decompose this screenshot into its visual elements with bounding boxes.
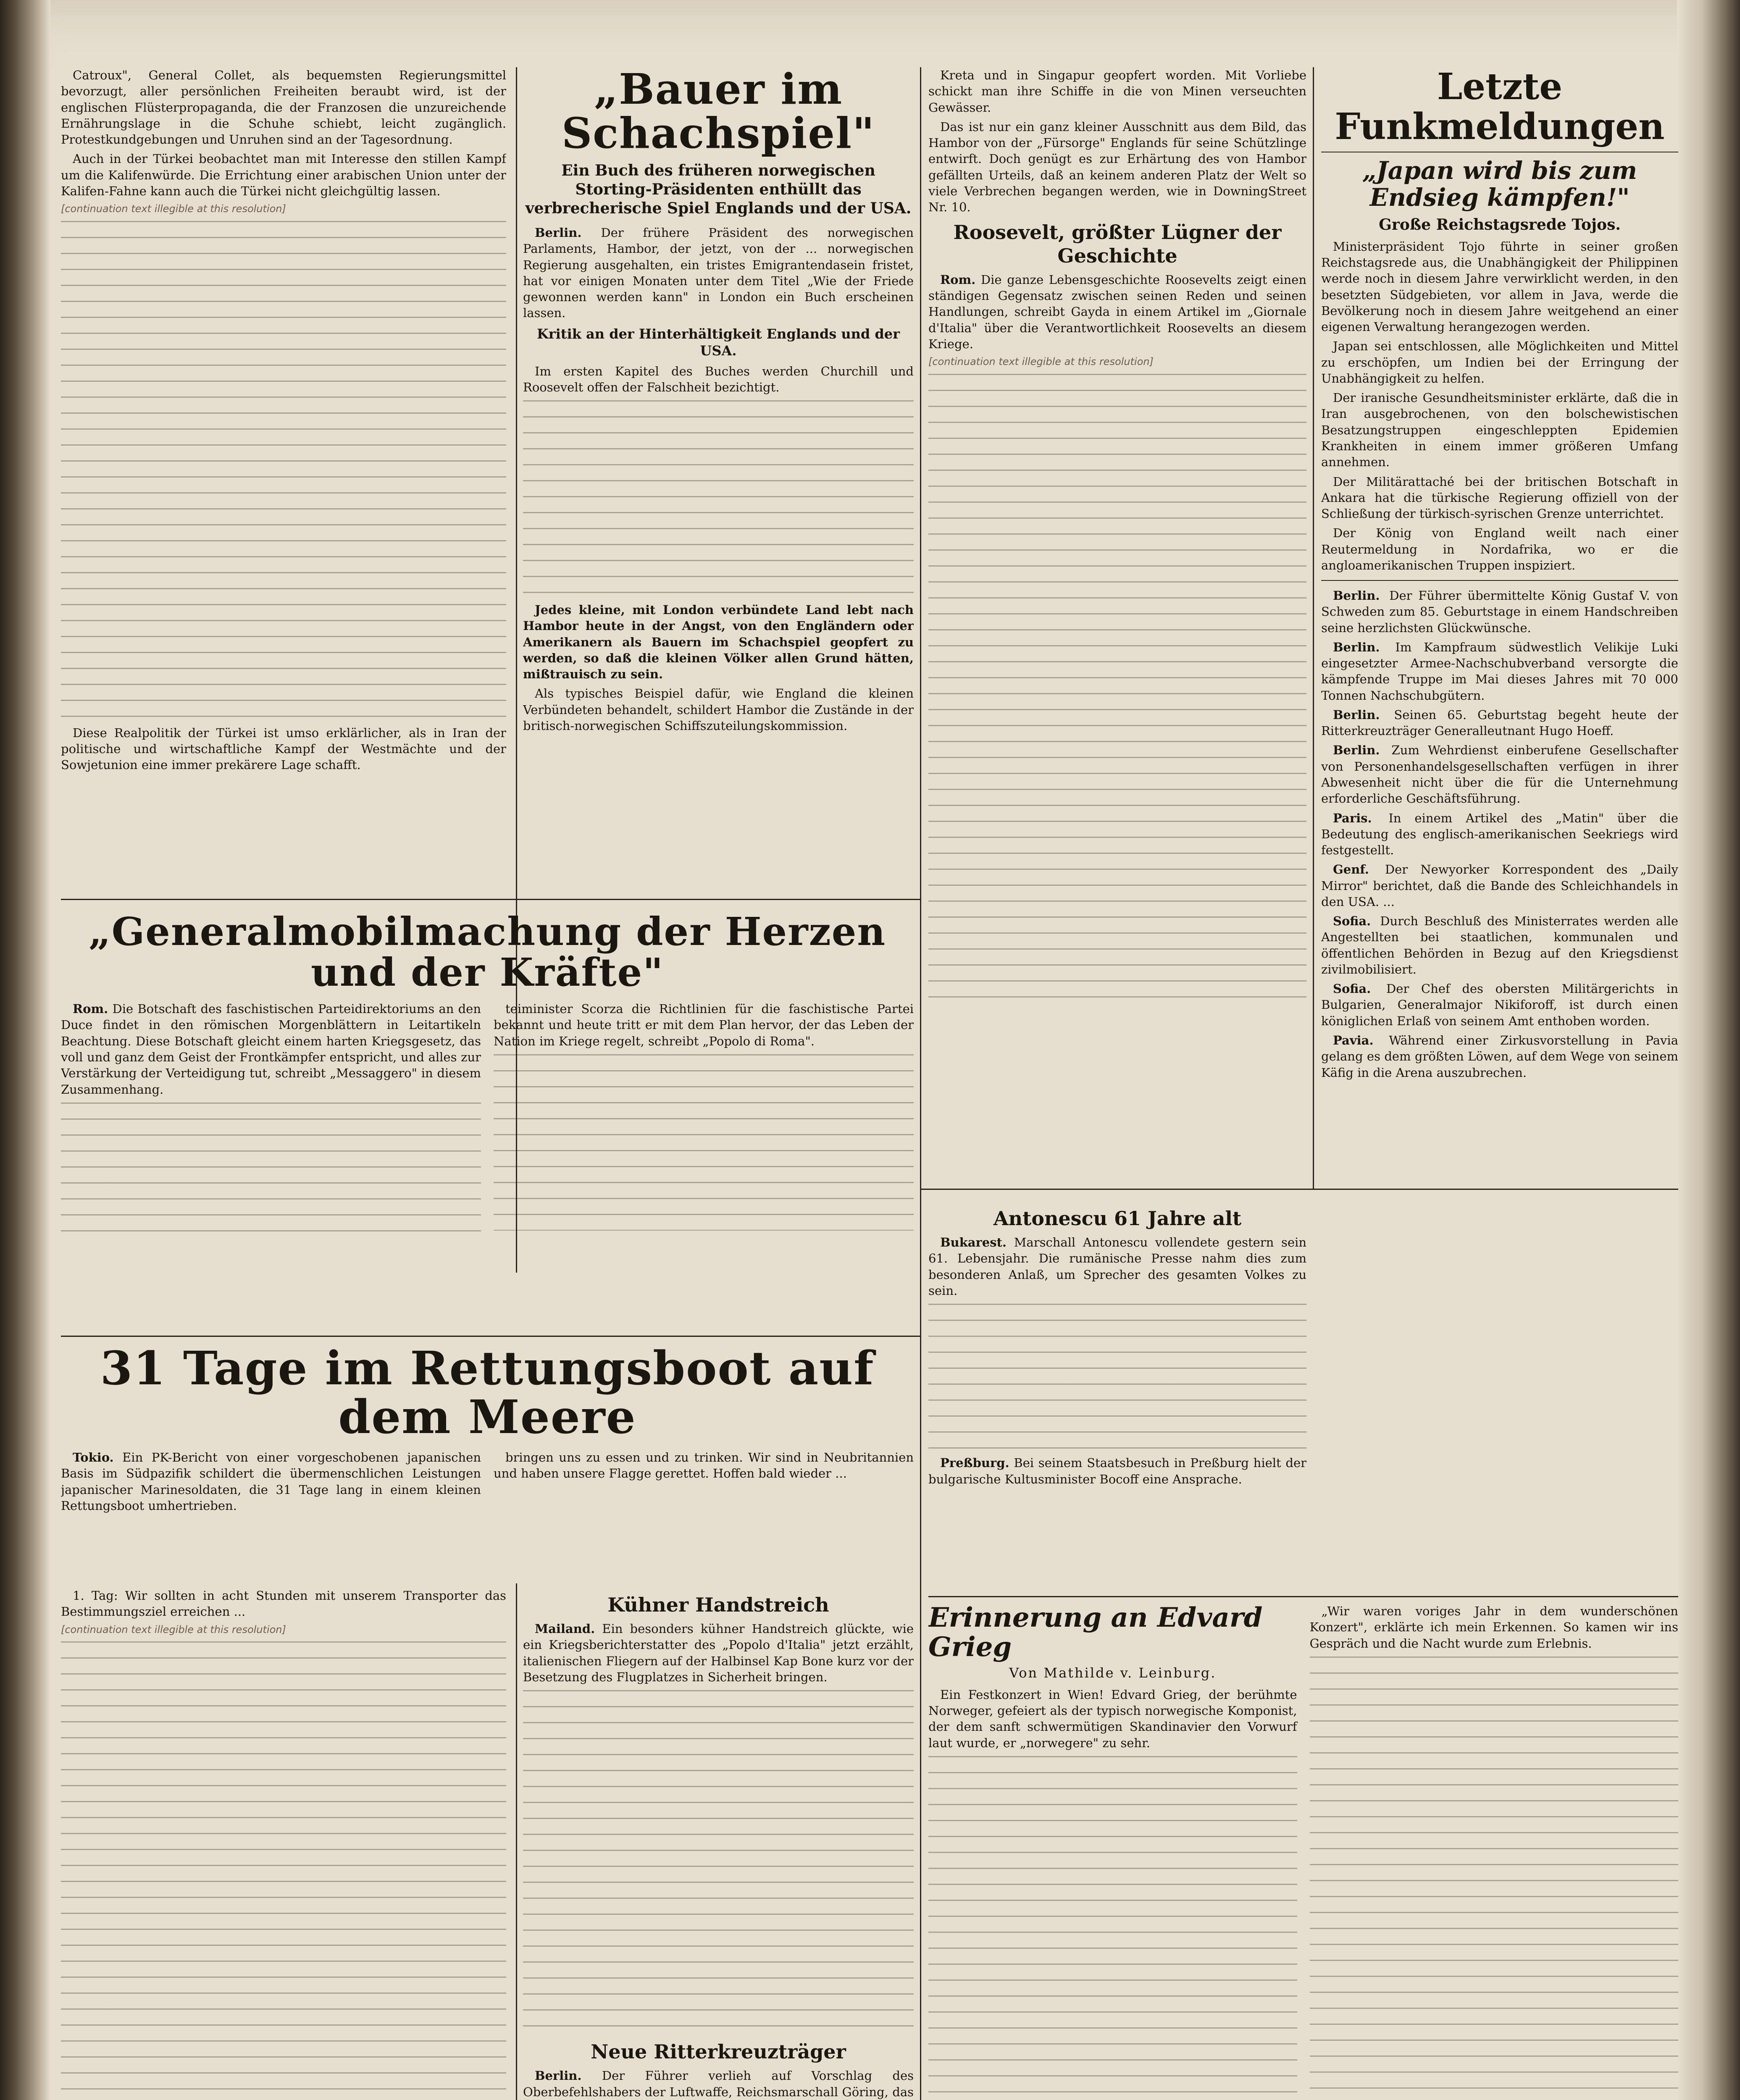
article-body-columns bbox=[928, 1603, 1678, 2100]
paragraph: „Wir waren voriges Jahr in dem wunderschönen Konzert", erklärte ich mein Erkennen. So kamen wir ins Gespräch und die Nacht wurde zum Erlebnis. bbox=[1309, 1604, 1678, 1651]
dateline: Rom. bbox=[940, 272, 976, 287]
article-body bbox=[523, 2068, 914, 2100]
article-body bbox=[523, 1621, 914, 2034]
column-rule bbox=[920, 67, 921, 2100]
article-headline-line1: „Generalmobilmachung der Herzen bbox=[88, 911, 886, 954]
column-rule bbox=[516, 1583, 517, 2100]
paragraph: Marschall Antonescu vollendete gestern sein 61. Lebensjahr. Die rumänische Presse nahm dies zum besonderen Anlaß, um Sprecher des gesamten Volkes zu sein. bbox=[928, 1235, 1306, 1298]
column-rule bbox=[1313, 67, 1314, 1189]
article-generalmobilmachung bbox=[61, 911, 914, 1331]
dateline: Berlin. bbox=[1333, 640, 1380, 654]
section-rule bbox=[61, 899, 920, 900]
article-subheadline: Große Reichstagsrede Tojos. bbox=[1379, 215, 1621, 234]
article-body bbox=[61, 67, 506, 773]
paragraph: Ein besonders kühner Handstreich glückte, wie ein Kriegsberichterstatter des „Popolo d'Italia" jetzt erzählt, italienischen Fliegern auf der Halbinsel Kap Bone kurz vor der Besetzung des Flugplatzes in Sicherheit bringen. bbox=[523, 1622, 914, 1684]
brief-text: Im Kampfraum südwestlich Velikije Luki eingesetzter Armee-Nachschubverband versorgte die kämpfende Truppe im Mai dieses Jahres mit 70 000 Tonnen Nachschubgütern. bbox=[1321, 640, 1678, 703]
brief-text: In einem Artikel des „Matin" über die Bedeutung des englisch-amerikanischen Seekriegs wird festgestellt. bbox=[1321, 811, 1678, 858]
news-brief bbox=[1321, 639, 1678, 704]
article-headline: Erinnerung an Edvard Grieg bbox=[928, 1602, 1263, 1663]
article-headline: Roosevelt, größter Lügner der Geschichte bbox=[953, 221, 1282, 267]
section-rule bbox=[61, 1336, 920, 1337]
dateline: Preßburg. bbox=[940, 1456, 1009, 1470]
dateline: Mailand. bbox=[535, 1622, 595, 1636]
dateline: Sofia. bbox=[1333, 982, 1371, 996]
dateline: Tokio. bbox=[73, 1450, 114, 1465]
article-body bbox=[928, 272, 1306, 1004]
article-rettungsboot-diary bbox=[61, 1588, 506, 2100]
news-brief bbox=[1321, 588, 1678, 636]
article-body-columns bbox=[61, 1449, 914, 1517]
article-body bbox=[1321, 239, 1678, 1081]
brief-text: Der Chef des obersten Militärgerichts in Bulgarien, Generalmajor Nikiforoff, ist durch einen königlichen Erlaß von seinem Amt enthoben worden. bbox=[1321, 982, 1678, 1028]
article-body-columns bbox=[61, 1001, 914, 1237]
illegible-text-block bbox=[523, 400, 914, 602]
paragraph: 1. Tag: Wir sollten in acht Stunden mit unserem Transporter das Bestimmungsziel erreichen ... bbox=[61, 1588, 506, 1619]
column-handstreich-ritterkreuz bbox=[523, 1588, 914, 2100]
column-title: Letzte Funkmeldungen bbox=[1335, 67, 1665, 148]
news-brief bbox=[1321, 861, 1678, 910]
dateline: Berlin. bbox=[1333, 707, 1380, 722]
article-body bbox=[1310, 1603, 1679, 2100]
paragraph: Bei seinem Staatsbesuch in Preßburg hielt der bulgarische Kultusminister Bocoff eine Ansprache. bbox=[928, 1456, 1306, 1486]
illegible-text-block bbox=[1310, 1656, 1679, 2100]
paragraph: teiminister Scorza die Richtlinien für die faschistische Partei bekannt und heute tritt er mit dem Plan hervor, der das Leben der Nation im Kriege regelt, schreibt „Popolo di Roma". bbox=[494, 1002, 914, 1048]
article-headline: Kühner Handstreich bbox=[607, 1593, 829, 1616]
paragraph: Der Führer verlieh auf Vorschlag des Oberbefehlshabers der Luftwaffe, Reichsmarschall Göring, das bbox=[523, 2068, 914, 2099]
paragraph: Japan sei entschlossen, alle Möglichkeiten und Mittel zu erschöpfen, um Indien bei der Erringung der Unabhängigkeit zu helfen. bbox=[1321, 339, 1678, 386]
dateline: Berlin. bbox=[1333, 743, 1380, 758]
article-subheadline: Ein Buch des früheren norwegischen Storting-Präsidenten enthüllt das verbrecherische Spiel Englands und der USA. bbox=[525, 162, 912, 217]
dateline: Paris. bbox=[1333, 811, 1372, 825]
dateline: Genf. bbox=[1333, 862, 1369, 877]
article-roosevelt bbox=[928, 67, 1306, 1184]
paragraph: Kreta und in Singapur geopfert worden. Mit Vorliebe schickt man ihre Schiffe in die von Minen verseuchten Gewässer. bbox=[928, 68, 1306, 115]
article-byline: Von Mathilde v. Leinburg. bbox=[1009, 1664, 1217, 1681]
article-body bbox=[928, 1687, 1297, 2100]
news-brief bbox=[1321, 913, 1678, 977]
paragraph: Ministerpräsident Tojo führte in seiner großen Reichstagsrede aus, die Unabhängigkeit der Philippinen werde noch in diesem Jahre verwirklicht werden, in den besetzten Südgebieten, vor allem in Java, werde die Bevölkerung noch in diesem Jahre weitgehend an einer eigenen Verwaltung herangezogen werden. bbox=[1321, 239, 1678, 334]
dateline: Berlin. bbox=[535, 226, 582, 240]
paragraph: Das ist nur ein ganz kleiner Ausschnitt aus dem Bild, das Hambor von der „Fürsorge" Englands für seine Schützlinge entwirft. Doch genügt es zur Erhärtung des von Hambor gefällten Urteils, daß an keinem anderen Platz der Welt so viele Verbrechen begangen werden, wie in DowningStreet Nr. 10. bbox=[928, 119, 1306, 215]
illegible-text-block bbox=[523, 1690, 914, 2034]
paragraph: Der iranische Gesundheitsminister erklärte, daß die in Iran ausgebrochenen, von den bolschewistischen Besatzungstruppen eingeschleppten Epidemien Krankheiten in einem immer größeren Umfang annehmen. bbox=[1321, 391, 1678, 470]
dateline: Berlin. bbox=[1333, 588, 1380, 603]
dateline: Berlin. bbox=[535, 2068, 582, 2083]
dateline: Pavia. bbox=[1333, 1033, 1374, 1047]
news-brief bbox=[1321, 742, 1678, 806]
brief-text: Zum Wehrdienst einberufene Gesellschafter von Personenhandelsgesellschaften verfügen in ihrer Abwesenheit nicht über die für die Unternehmung erforderliche Geschäftsführung. bbox=[1321, 743, 1678, 806]
illegible-text-block bbox=[61, 221, 506, 725]
placeholder-note: [continuation text illegible at this resolution] bbox=[61, 203, 286, 215]
article-headline: Neue Ritterkreuzträger bbox=[591, 2040, 846, 2063]
brief-text: Der Newyorker Korrespondent des „Daily Mirror" berichtet, daß die Bande des Schleichhandels in den USA. ... bbox=[1321, 862, 1678, 909]
paragraph: Jedes kleine, mit London verbündete Land lebt nach Hambor heute in der Angst, von den Engländern oder Amerikanern als Bauern im Schachspiel geopfert zu werden, so daß die kleinen Völker allen Grund hätten, mißtrauisch zu sein. bbox=[523, 603, 914, 682]
section-subhead: Kritik an der Hinterhältigkeit Englands und der USA. bbox=[536, 326, 900, 359]
article-rettungsboot bbox=[61, 1344, 914, 1579]
illegible-text-block bbox=[928, 374, 1306, 1004]
dateline: Rom. bbox=[73, 1002, 108, 1016]
article-body bbox=[61, 1588, 506, 2100]
illegible-text-block bbox=[61, 1102, 481, 1237]
brief-text: Durch Beschluß des Ministerrates werden alle Angestellten bei staatlichen, kommunalen und öffentlichen Behörden in Bezug auf den Kriegsdienst zivilmobilisiert. bbox=[1321, 914, 1678, 976]
article-body bbox=[523, 225, 914, 734]
article-body bbox=[928, 67, 1306, 215]
paragraph: Ein Festkonzert in Wien! Edvard Grieg, der berühmte Norweger, gefeiert als der typisch norwegische Komponist, der dem sanft schwermütigen Skandinavier den Vorwurf laut wurde, er „norwegere" zu sehr. bbox=[928, 1687, 1297, 1750]
brief-text: Während einer Zirkusvorstellung in Pavia gelang es dem größten Löwen, auf dem Wege von seinem Käfig in die Arena auszubrechen. bbox=[1321, 1033, 1678, 1080]
article-body bbox=[928, 1234, 1306, 1487]
article-body bbox=[494, 1001, 914, 1237]
illegible-text-block bbox=[928, 1304, 1306, 1455]
article-body bbox=[61, 1001, 481, 1237]
brief-text: Seinen 65. Geburtstag begeht heute der Ritterkreuzträger Generalleutnant Hugo Hoeff. bbox=[1321, 707, 1678, 738]
illegible-text-block bbox=[61, 1641, 506, 2100]
article-antonescu bbox=[928, 1201, 1306, 1588]
page-right-edge bbox=[1677, 0, 1740, 2100]
news-brief bbox=[1321, 1032, 1678, 1081]
paragraph: bringen uns zu essen und zu trinken. Wir sind in Neubritannien und haben unsere Flagge gerettet. Hoffen bald wieder ... bbox=[494, 1450, 914, 1481]
article-grieg bbox=[928, 1596, 1678, 2100]
news-briefs bbox=[1321, 588, 1678, 1081]
brief-text: Der Führer übermittelte König Gustaf V. von Schweden zum 85. Geburtstage in einem Handschreiben seine herzlichsten Glückwünsche. bbox=[1321, 588, 1678, 635]
section-rule bbox=[1321, 580, 1678, 581]
article-bauer bbox=[523, 67, 914, 895]
illegible-text-block bbox=[928, 1756, 1297, 2100]
section-rule bbox=[928, 1596, 1678, 1597]
article-col1-top bbox=[61, 67, 506, 895]
paragraph: Der frühere Präsident des norwegischen Parlaments, Hambor, der jetzt, von der ... norwegischen Regierung ausgehalten, ein tristes Emigrantendasein fristet, hat vor einigen Monaten unter dem Titel „Wie der Friede gewonnen werden kann" in London ein Buch erscheinen lassen. bbox=[523, 226, 914, 320]
news-brief bbox=[1321, 981, 1678, 1029]
paragraph: Der König von England weilt nach einer Reutermeldung in Nordafrika, wo er die angloamerikanischen Truppen inspiziert. bbox=[1321, 526, 1678, 572]
dateline: Bukarest. bbox=[940, 1235, 1007, 1250]
paragraph: Der Militärattaché bei der britischen Botschaft in Ankara hat die türkische Regierung offiziell von der Schließung der türkisch-syrischen Grenze unterrichtet. bbox=[1321, 474, 1678, 521]
article-left-col bbox=[928, 1603, 1297, 2100]
article-headline: „Japan wird bis zum Endsieg kämpfen!" bbox=[1362, 156, 1637, 212]
paragraph: Catroux", General Collet, als bequemsten Regierungsmittel bevorzugt, aller persönlichen Freiheiten beraubt wird, ist der englischen Flüsterpropaganda, die der Franzosen die unzureichende Ernährungslage in die Schuhe schiebt, leicht zugänglich. Protestkundgebungen und Unruhen sind an der Tagesordnung. bbox=[61, 68, 506, 147]
paragraph: Im ersten Kapitel des Buches werden Churchill und Roosevelt offen der Falschheit bezichtigt. bbox=[523, 364, 914, 394]
paragraph: Als typisches Beispiel dafür, wie England die kleinen Verbündeten behandelt, schildert Hambor die Zustände in der britisch-norwegischen Schiffszuteilungskommission. bbox=[523, 686, 914, 733]
paragraph: Die Botschaft des faschistischen Parteidirektoriums an den Duce findet in den römischen Morgenblättern in Leitartikeln Beachtung. Diese Botschaft gleicht einem harten Kriegsgesetz, das voll und ganz dem Geist der Frontkämpfer entspricht, und alles zur Verstärkung der Verteidigung tut, schreibt „Messaggero" in diesem Zusammenhang. bbox=[61, 1002, 481, 1097]
paragraph: Auch in der Türkei beobachtet man mit Interesse den stillen Kampf um die Kalifenwürde. Die Errichtung einer arabischen Union unter der Kalifen-Fahne kann auch die Türkei nicht gleichgültig lassen. bbox=[61, 152, 506, 198]
paragraph: Ein PK-Bericht von einer vorgeschobenen japanischen Basis im Südpazifik schildert die übermenschlichen Leistungen japanischer Marinesoldaten, die 31 Tage lang in einem kleinen Rettungsboot umhertrieben. bbox=[61, 1450, 481, 1513]
news-brief bbox=[1321, 707, 1678, 739]
article-headline-line2: und der Kräfte" bbox=[310, 949, 664, 995]
article-body bbox=[61, 1449, 481, 1517]
placeholder-note: [continuation text illegible at this resolution] bbox=[61, 1623, 286, 1635]
news-brief bbox=[1321, 810, 1678, 858]
article-right-col bbox=[1310, 1603, 1679, 2100]
article-body bbox=[494, 1449, 914, 1517]
placeholder-note: [continuation text illegible at this resolution] bbox=[928, 356, 1154, 368]
paragraph: Diese Realpolitik der Türkei ist umso erklärlicher, als in Iran der politische und wirtschaftliche Kampf der Westmächte und der Sowjetunion eine immer prekärere Lage schafft. bbox=[61, 725, 506, 772]
page-binding-shadow bbox=[0, 0, 50, 2100]
article-headline: 31 Tage im Rettungsboot auf dem Meere bbox=[100, 1344, 875, 1444]
article-headline: Antonescu 61 Jahre alt bbox=[993, 1207, 1242, 1230]
illegible-text-block bbox=[494, 1054, 914, 1231]
article-headline: „Bauer im Schachspiel" bbox=[561, 67, 875, 158]
paragraph: Die ganze Lebensgeschichte Roosevelts zeigt einen ständigen Gegensatz zwischen seinen Reden und seinen Handlungen, schreibt Gayda in einem Artikel im „Giornale d'Italia" über die Verantwortlichkeit Roosevelts an diesem Kriege. bbox=[928, 272, 1306, 351]
dateline: Sofia. bbox=[1333, 914, 1371, 929]
